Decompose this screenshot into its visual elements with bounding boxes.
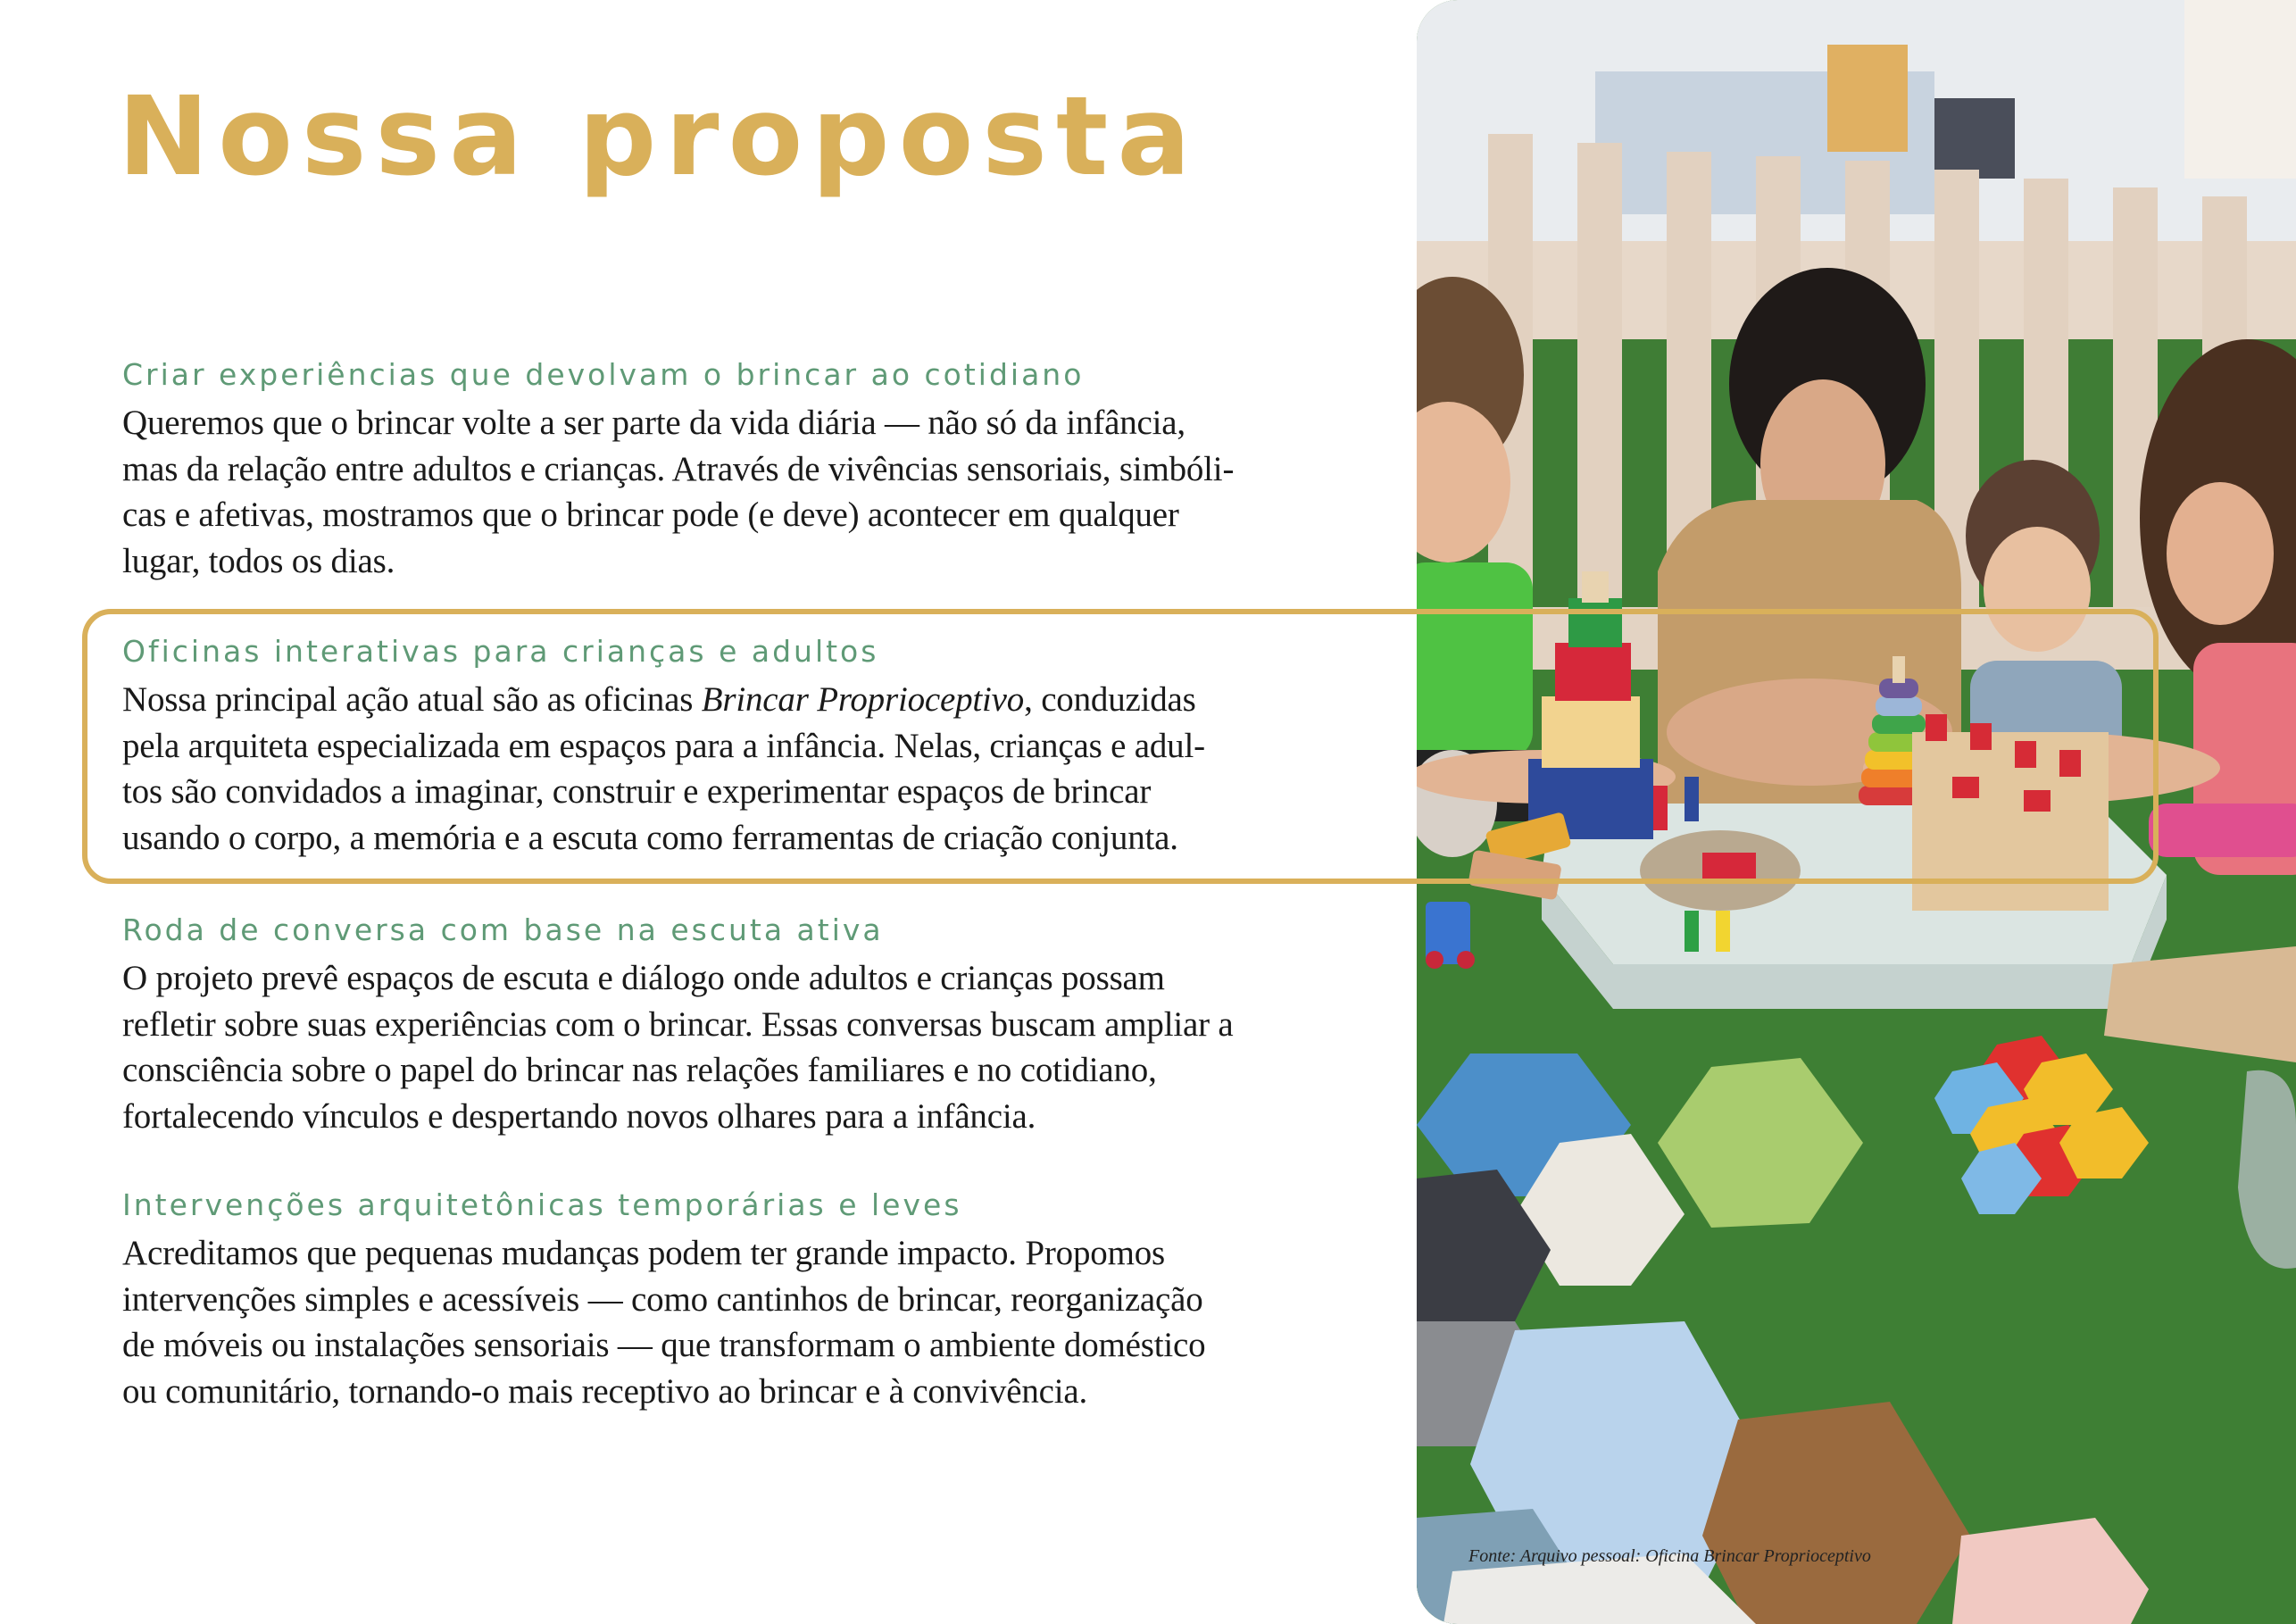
body-line: Acreditamos que pequenas mudanças podem ter grande impacto. Propomos — [122, 1234, 1165, 1272]
page-title: Nossa proposta — [118, 73, 1200, 200]
section-body — [122, 677, 1372, 861]
body-text: , conduzidas — [1024, 680, 1196, 719]
section-heading: Criar experiências que devolvam o brincar ao cotidiano — [122, 357, 1085, 392]
photo-illustration — [1417, 0, 2296, 1624]
body-line: usando o corpo, a memória e a escuta como ferramentas de criação conjunta. — [122, 818, 1178, 857]
section-everyday-play — [122, 355, 1372, 584]
section-conversation-circle — [122, 911, 1372, 1139]
body-line: consciência sobre o papel do brincar nas relações familiares e no cotidiano, — [122, 1051, 1157, 1089]
body-line: refletir sobre suas experiências com o brincar. Essas conversas buscam ampliar a — [122, 1004, 1234, 1044]
body-line: ou comunitário, tornando-o mais receptivo ao brincar e à convivência. — [122, 1371, 1088, 1411]
section-workshops — [122, 632, 1372, 861]
body-line: de móveis ou instalações sensoriais — que transformam o ambiente doméstico — [122, 1326, 1206, 1364]
body-line: tos são convidados a imaginar, construir e experimentar espaços de brincar — [122, 772, 1152, 811]
body-line: mas da relação entre adultos e crianças. Através de vivências sensoriais, simbóli- — [122, 449, 1235, 488]
body-line — [122, 677, 1372, 723]
workshop-name: Brincar Proprioceptivo — [701, 680, 1025, 719]
body-line: lugar, todos os dias. — [122, 541, 395, 580]
body-line: O projeto prevê espaços de escuta e diálogo onde adultos e crianças possam — [122, 959, 1165, 997]
section-heading: Oficinas interativas para crianças e adultos — [122, 634, 879, 669]
section-body — [122, 1230, 1372, 1414]
section-heading: Intervenções arquitetônicas temporárias e leves — [122, 1187, 962, 1222]
section-body — [122, 400, 1372, 584]
body-line: Queremos que o brincar volte a ser parte da vida diária — não só da infância, — [122, 404, 1185, 442]
section-heading: Roda de conversa com base na escuta ativa — [122, 912, 884, 947]
body-line: cas e afetivas, mostramos que o brincar pode (e deve) acontecer em qualquer — [122, 496, 1179, 534]
body-line: fortalecendo vínculos e despertando novos olhares para a infância. — [122, 1096, 1036, 1136]
section-architectural-interventions — [122, 1186, 1372, 1414]
body-text: Nossa principal ação atual são as oficinas — [122, 680, 702, 719]
body-line: pela arquiteta especializada em espaços para a infância. Nelas, crianças e adul- — [122, 726, 1205, 765]
section-body — [122, 955, 1372, 1139]
body-line: intervenções simples e acessíveis — como cantinhos de brincar, reorganização — [122, 1279, 1203, 1319]
photo-caption: Fonte: Arquivo pessoal: Oficina Brincar Proprioceptivo — [1468, 1546, 1871, 1566]
workshop-photo — [1417, 0, 2296, 1624]
